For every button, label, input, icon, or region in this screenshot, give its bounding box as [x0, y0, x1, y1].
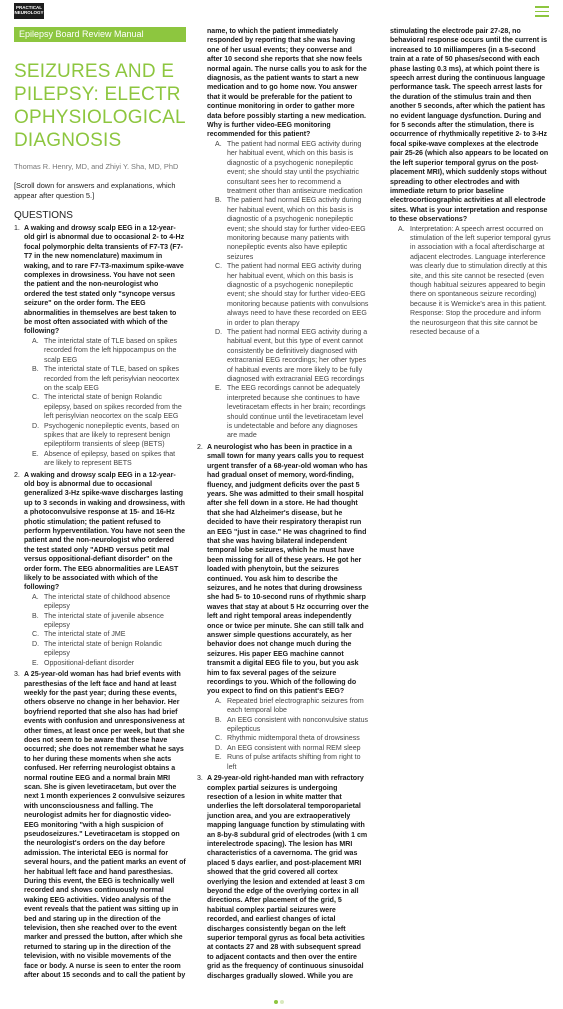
- questions-flow-3: [380, 27, 552, 337]
- option-letter: C.: [32, 394, 40, 402]
- option-text: The interictal state of benign Rolandic epilepsy, based on spikes recorded from the left perisylvian neocortex on the scalp EEG: [44, 394, 182, 421]
- answer-option: [207, 716, 369, 735]
- questions-flow-2: [197, 27, 369, 981]
- page-indicator[interactable]: [274, 991, 288, 997]
- questions-list: [380, 27, 552, 337]
- option-text: Rhythmic midtemporal theta of drowsiness: [227, 735, 360, 743]
- answer-option: [207, 262, 369, 328]
- option-text: The interictal state of TLE based on spikes recorded from the left hippocampus on the scalp EEG: [44, 337, 178, 364]
- answer-option: [390, 225, 552, 338]
- column-2: [197, 27, 369, 983]
- questions-list: [14, 224, 186, 981]
- scroll-note: [Scroll down for answers and explanations, which appear after question 5.]: [14, 181, 176, 200]
- option-letter: E.: [32, 450, 39, 458]
- answer-option: [24, 593, 186, 612]
- article-authors: Thomas R. Henry, MD, and Zhiyi Y. Sha, MD, PhD: [14, 162, 179, 171]
- question-stem: A 25-year-old woman has had brief events with paresthesias of the left face and hand at least weekly for the past year; during these events, others observe no change in her behavior. Her boyfriend reported that she also has had brief events with confusion and unresponsiveness at other times, at least once per week, but that she does not seem to be aware that these have occurred; she does not remember what he says to her during these moments when she acts confused. Her referring neurologist obtains a normal routine EEG and a normal brain MRI scan. She is given levetiracetam, but over the next 1 month experiences 2 convulsive seizures with unconsciousness and falling. The neurologist admits her for diagnostic video-EEG monitoring "with a high suspicion of pseudoseizures." Levetiracetam is stopped on the neurologist's orders on the day before admission. The interictal EEG is normal for several hours, and the patient marks an event of her habitual left face and hand paresthesias. During this event, the EEG is technically well recorded and shows continuously normal waking EEG activities. Video analysis of the event reveals that the patient was sitting up in bed and staring up in the direction of the television, then she reached over to the event marker and pressed the button, after which she returned to staring up in the direction of the television, with no visible movements of the face or body. A nurse is seen to enter the room after about 15 seconds and to call the patient by: [24, 671, 186, 980]
- option-letter: A.: [215, 140, 222, 148]
- option-text: The patient had normal EEG activity during a habitual event, but this type of event cannot consistently be definitively diagnosed with extracranial EEG recordings; her other types of habitual events are more likely to be fully diagnosed with extracranial EEG recordings: [227, 329, 368, 384]
- question-item: [197, 774, 369, 981]
- question-number: 3.: [197, 775, 203, 783]
- option-text: The interictal state of TLE, based on spikes recorded from the left perisylvian neocortex on the scalp EEG: [44, 366, 180, 392]
- answer-option: [24, 365, 186, 393]
- option-text: Absence of epilepsy, based on spikes that are likely to represent BETS: [44, 450, 176, 468]
- question-item: [14, 471, 186, 669]
- answer-option: [24, 393, 186, 421]
- option-letter: D.: [215, 744, 223, 752]
- option-text: An EEG consistent with normal REM sleep: [227, 744, 361, 752]
- option-letter: A.: [398, 225, 405, 233]
- option-text: Runs of pulse artifacts shifting from right to left: [227, 754, 361, 771]
- answer-option: [24, 612, 186, 631]
- option-text: The patient had normal EEG activity during her habitual event, which on this basis is diagnostic of a psychogenic nonepileptic event; she should stay for further video-EEG monitoring because many patients with nonepileptic events also have epileptic seizures: [227, 197, 366, 261]
- answer-option: [207, 697, 369, 716]
- option-letter: C.: [215, 263, 223, 271]
- option-text: Repeated brief electrographic seizures from each temporal lobe: [227, 697, 364, 715]
- answer-option: [24, 422, 186, 450]
- question-stem: A waking and drowsy scalp EEG in a 12-year-old girl is abnormal due to occasional 2- to 4-Hz focal polymorphic delta transients of F7-T3 (F7-T7 in the new nomenclature) maximum in waking, and to rare F7-T3-maximum spike-wave complexes in drowsiness. You have not seen the patient and the non-neurologist who ordered the test stated only "syncope versus seizure" on the order form. The EEG abnormalities in themselves are best taken to be most often associated with which of the following?: [24, 225, 185, 336]
- option-letter: A.: [32, 593, 39, 601]
- option-text: The patient had normal EEG activity during her habitual event, which on this basis is diagnostic of a psychogenic nonepileptic event; she should stay for further video-EEG monitoring because patients with convulsions always need to have these recorded on EEG in order to plan therapy: [227, 263, 369, 327]
- option-text: An EEG consistent with nonconvulsive status epilepticus: [227, 716, 369, 734]
- question-stem: name, to which the patient immediately responded by reporting that she was having one of her usual events; they converse and after 10 second she reports that she now feels normal again. The nurse calls you to ask for the diagnosis, as the patient wants to start a new medication and to go home now. You answer that it would be preferable for the patient to continue monitoring in order to gather more data before possibly starting a new medication. Why is further video-EEG monitoring recommended for this patient?: [207, 28, 367, 139]
- question-item: [14, 224, 186, 469]
- answer-option: [207, 744, 369, 753]
- option-text: The interictal state of childhood absence epilepsy: [44, 593, 171, 611]
- option-letter: D.: [32, 640, 40, 648]
- answer-option: [24, 659, 186, 668]
- questions-list: [197, 27, 369, 981]
- option-letter: B.: [215, 197, 222, 205]
- questions-heading: QUESTIONS: [14, 210, 73, 221]
- question-stem: A waking and drowsy scalp EEG in a 12-year-old boy is abnormal due to occasional generalized 3-Hz spike-wave discharges lasting up to 3 seconds in waking and drowsiness, with a photoconvulsive response at 15- and 16-Hz photic stimulation; the patient refused to perform hyperventilation. You have not seen the patient and the non-neurologist who ordered the test stated only "ADHD versus petit mal versus oppositional-defiant disorder" on the order form. The EEG abnormalities are LEAST likely to be associated with which of the following?: [24, 471, 186, 592]
- option-text: The interictal state of JME: [44, 631, 126, 639]
- option-text: The EEG recordings cannot be adequately interpreted because she continues to have levetiracetam effects in her brain; recordings should continue until the levetiracetam level is undetectable and before any diagnoses are made: [227, 385, 366, 440]
- answer-options: [207, 697, 369, 772]
- option-text: The interictal state of juvenile absence epilepsy: [44, 612, 164, 630]
- question-number: 2.: [197, 443, 203, 451]
- question-number: 2.: [14, 471, 20, 479]
- option-text: Psychogenic nonepileptic events, based on spikes that are likely to represent benign epileptiform transients of sleep (BETS): [44, 422, 180, 449]
- answer-options: [207, 140, 369, 441]
- option-letter: E.: [215, 385, 222, 393]
- page-dot[interactable]: [280, 1000, 284, 1004]
- top-bar: [0, 0, 563, 22]
- answer-options: [24, 337, 186, 469]
- option-text: The interictal state of benign Rolandic epilepsy: [44, 640, 162, 658]
- answer-option: [24, 640, 186, 659]
- question-item: [197, 443, 369, 772]
- article-title: SEIZURES AND EPILEPSY: ELECTROPHYSIOLOGICAL DIAGNOSIS: [14, 61, 186, 151]
- hamburger-menu-icon[interactable]: [535, 6, 549, 17]
- answer-options: [390, 225, 552, 338]
- option-letter: C.: [32, 631, 40, 639]
- option-letter: A.: [32, 337, 39, 345]
- answer-option: [207, 384, 369, 440]
- option-letter: D.: [215, 329, 223, 336]
- answer-option: [207, 328, 369, 384]
- option-letter: B.: [32, 612, 39, 620]
- questions-flow-1: [14, 224, 186, 981]
- option-letter: E.: [215, 754, 222, 762]
- question-item-continued: [380, 27, 552, 337]
- option-letter: B.: [215, 716, 222, 724]
- column-3: [380, 27, 552, 339]
- question-stem: stimulating the electrode pair 27-28, no behavioral response occurs until the current is increased to 10 milliamperes (in a 5-second train at a rate of 50 phases/second with each phase lasting 0.3 ms), at which point there is speech arrest during the continuous language performance task. The speech arrest lasts for the duration of the stimulus train and then another 5 seconds, after which the patient has no evident language dysfunction. During and for 5 seconds after the stimulation, there is occurrence of rhythmically repetitive 2- to 3-Hz focal spike-wave complexes at the electrode pair 25-26 (which also appears to be located on the left superior temporal gyrus on the post-placement MRI), which suddenly stops without spreading to other electrodes and with immediate return to prior baseline electrocorticographic activities at all electrode sites. What is your interpretation and response to these observations?: [390, 28, 549, 224]
- question-item: [14, 670, 186, 980]
- answer-option: [207, 196, 369, 262]
- publication-logo: PRACTICAL NEUROLOGY: [14, 3, 44, 19]
- answer-option: [24, 630, 186, 639]
- answer-options: [24, 593, 186, 668]
- answer-option: [207, 140, 369, 196]
- question-stem: A 29-year-old right-handed man with refractory complex partial seizures is undergoing resection of a lesion in white matter that underlies the left dorsolateral temporoparietal junction area, and you are extraoperatively mapping language function by stimulating with an 8-by-8 subdural grid of electrodes (with 1 cm interelectrode spacing). The lesion has MRI characteristics of a cavernoma. The grid was placed 5 days earlier, and post-placement MRI showed that the grid covered all cortex overlying the lesion and extended at least 3 cm beyond the edge of the overlying cortex in all directions. After placement of the grid, 5 habitual complex partial seizures were recorded, and earliest changes of ictal discharges consistently began on the left superior temporal gyrus as focal beta activities at contacts 27 and 28 with subsequent spread to adjacent contacts and then over the entire grid as the frequency of continuous sinusoidal discharges gradually slowed. While you are: [207, 775, 368, 980]
- option-text: The patient had normal EEG activity during her habitual event, which on this basis is diagnostic of a psychogenic nonepileptic event; she should stay until the psychiatric consultant sees her to recommend a treatment other than antiseizure medication: [227, 140, 363, 195]
- option-letter: C.: [215, 735, 223, 743]
- option-letter: B.: [32, 366, 39, 374]
- option-text: Interpretation: A speech arrest occurred on stimulation of the left superior temporal gyrus in association with a focal afterdischarge at adjacent electrodes. Language interference was clearly due to stimulation directly at this site, and this site cannot be resected (even though habitual seizures appeared to begin there on spontaneous seizure recording) because it is Wernicke's area in this patient. Response: Stop the procedure and inform the neurosurgeon that this site cannot be resected because of a: [410, 225, 551, 336]
- option-letter: E.: [32, 659, 39, 667]
- question-number: 1.: [14, 225, 20, 232]
- option-letter: A.: [215, 697, 222, 705]
- page-dot[interactable]: [274, 1000, 278, 1004]
- answer-option: [24, 337, 186, 365]
- section-banner: Epilepsy Board Review Manual: [14, 27, 186, 42]
- question-stem: A neurologist who has been in practice in a small town for many years calls you to request urgent transfer of a 68-year-old woman who has had gradual onset of memory, word-finding, fluency, and judgment deficits over the past 5 years. She was admitted to their small hospital after she fell down in a store. He had thought that she had Alzheimer's disease, but he decided to have their respiratory therapist run an EEG "just in case." He was chagrined to find that she was having bilateral independent temporal lobe seizures, which he must have been missing for all of these years. He got her loaded with phenytoin, but the seizures continued. You ask him to describe the seizures, and he notes that during drowsiness she had 5- to 10-second runs of rhythmic sharp waves that stay at about 5 Hz occurring over the left and right temporal areas independently once or twice per minute. She can still talk and answer simple questions accurately, as her behavior does not change much during the seizures. His paper EEG machine cannot transmit a digital EEG file to you, but you ask him to fax several pages of the seizure recordings to you. Which of the following do you expect to find on this patient's EEG?: [207, 443, 369, 696]
- answer-option: [24, 450, 186, 469]
- option-text: Oppositional-defiant disorder: [44, 659, 135, 667]
- column-1: [14, 27, 186, 983]
- article-columns: [0, 27, 563, 987]
- answer-option: [207, 734, 369, 743]
- option-letter: D.: [32, 422, 40, 430]
- question-number: 3.: [14, 671, 20, 679]
- question-item-continued: [197, 27, 369, 441]
- answer-option: [207, 753, 369, 772]
